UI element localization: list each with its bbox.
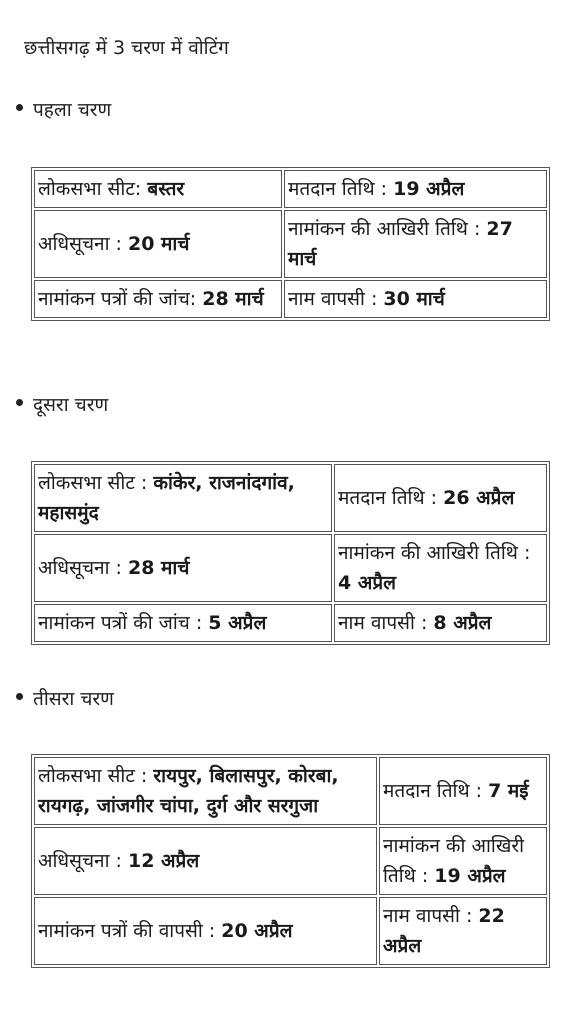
table-row [34, 604, 547, 642]
table-cell: नाम वापसी : 30 मार्च [284, 280, 547, 318]
phase-3-title [16, 685, 114, 711]
table-row [34, 280, 547, 318]
phase-1-table [31, 167, 550, 321]
table-cell: लोकसभा सीट: बस्तर [34, 170, 282, 208]
table-cell: मतदान तिथि : 26 अप्रैल [334, 464, 547, 532]
table-cell: नामांकन की आखिरी तिथि : 19 अप्रैल [379, 827, 547, 895]
phase-1-label: पहला चरण [33, 99, 112, 121]
bullet-icon [16, 104, 23, 111]
table-cell: अधिसूचना : 28 मार्च [34, 534, 332, 602]
bullet-icon [16, 399, 23, 406]
table-row [34, 827, 547, 895]
table-row [34, 757, 547, 825]
phase-2-title [16, 391, 108, 417]
phase-2-table [31, 461, 550, 645]
table-cell: लोकसभा सीट : रायपुर, बिलासपुर, कोरबा, रायगढ़, जांजगीर चांपा, दुर्ग और सरगुजा [34, 757, 377, 825]
table-cell: नाम वापसी : 8 अप्रैल [334, 604, 547, 642]
table-row [34, 210, 547, 278]
table-cell: अधिसूचना : 12 अप्रैल [34, 827, 377, 895]
phase-2-label: दूसरा चरण [33, 394, 109, 416]
bullet-icon [16, 693, 23, 700]
table-cell: नामांकन की आखिरी तिथि : 4 अप्रैल [334, 534, 547, 602]
table-cell: अधिसूचना : 20 मार्च [34, 210, 282, 278]
table-cell: नामांकन पत्रों की वापसी : 20 अप्रैल [34, 897, 377, 965]
table-cell: मतदान तिथि : 7 मई [379, 757, 547, 825]
table-cell: नामांकन पत्रों की जांच : 5 अप्रैल [34, 604, 332, 642]
table-cell: नामांकन पत्रों की जांच: 28 मार्च [34, 280, 282, 318]
table-cell: नामांकन की आखिरी तिथि : 27 मार्च [284, 210, 547, 278]
table-row [34, 464, 547, 532]
phase-3-label: तीसरा चरण [33, 688, 114, 710]
phase-1-title [16, 96, 111, 122]
table-row [34, 534, 547, 602]
table-row [34, 897, 547, 965]
phase-3-table [31, 754, 550, 968]
table-cell: मतदान तिथि : 19 अप्रैल [284, 170, 547, 208]
table-cell: लोकसभा सीट : कांकेर, राजनांदगांव, महासमुंद [34, 464, 332, 532]
table-row [34, 170, 547, 208]
page-heading: छत्तीसगढ़ में 3 चरण में वोटिंग [24, 37, 229, 59]
table-cell: नाम वापसी : 22 अप्रैल [379, 897, 547, 965]
